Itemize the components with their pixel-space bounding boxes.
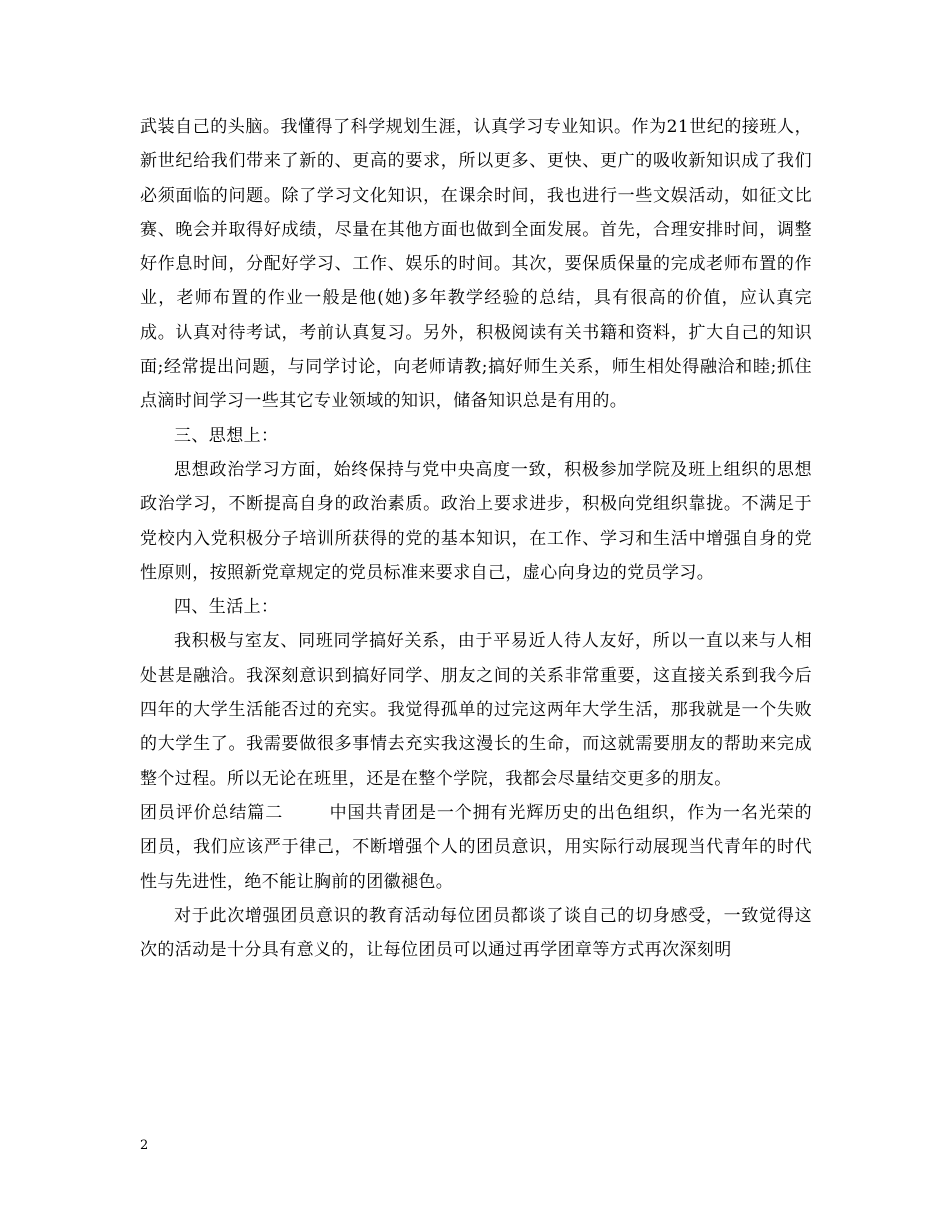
paragraph-ideology: 思想政治学习方面，始终保持与党中央高度一致，积极参加学院及班上组织的思想政治学习，不断提高自身的政治素质。政治上要求进步，积极向党组织靠拢。不满足于党校内入党积极分子培训所获得的党的基本知识，在工作、学习和生活中增强自身的党性原则，按照新党章规定的党员标准来要求自己，虚心向身边的党员学习。 [140,459,812,583]
heading-life: 四、生活上： [174,597,279,618]
section-two-text: 中国共青团是一个拥有光辉历史的出色组织，作为一名光荣的团员，我们应该严于律己，不断增强个人的团员意识，用实际行动展现当代青年的时代性与先进性，绝不能让胸前的团徽褪色。 [140,802,812,892]
document-body [140,110,812,967]
paragraph-life: 我积极与室友、同班同学搞好关系，由于平易近人待人友好，所以一直以来与人相处甚是融洽。我深刻意识到搞好同学、朋友之间的关系非常重要，这直接关系到我今后四年的大学生活能否过的充实。我觉得孤单的过完这两年大学生活，那我就是一个失败的大学生了。我需要做很多事情去充实我这漫长的生命，而这就需要朋友的帮助来完成整个过程。所以无论在班里，还是在整个学院，我都会尽量结交更多的朋友。 [140,631,812,789]
paragraph-activity: 对于此次增强团员意识的教育活动每位团员都谈了谈自己的切身感受，一致觉得这次的活动是十分具有意义的，让每位团员可以通过再学团章等方式再次深刻明 [140,905,812,961]
section-two-paragraph [140,796,812,899]
section-title: 团员评价总结篇二 [140,802,284,823]
heading-ideology: 三、思想上： [174,425,279,446]
paragraph-study-continued: 武装自己的头脑。我懂得了科学规划生涯，认真学习专业知识。作为21世纪的接班人，新世纪给我们带来了新的、更高的要求，所以更多、更快、更广的吸收新知识成了我们必须面临的问题。除了学习文化知识，在课余时间，我也进行一些文娱活动，如征文比赛、晚会并取得好成绩，尽量在其他方面也做到全面发展。首先，合理安排时间，调整好作息时间，分配好学习、工作、娱乐的时间。其次，要保质保量的完成老师布置的作业，老师布置的作业一般是他(她)多年教学经验的总结，具有很高的价值，应认真完成。认真对待考试，考前认真复习。另外，积极阅读有关书籍和资料，扩大自己的知识面;经常提出问题，与同学讨论，向老师请教;搞好师生关系，师生相处得融洽和睦;抓住点滴时间学习一些其它专业领域的知识，储备知识总是有用的。 [140,117,812,412]
page-number: 2 [140,1138,149,1153]
